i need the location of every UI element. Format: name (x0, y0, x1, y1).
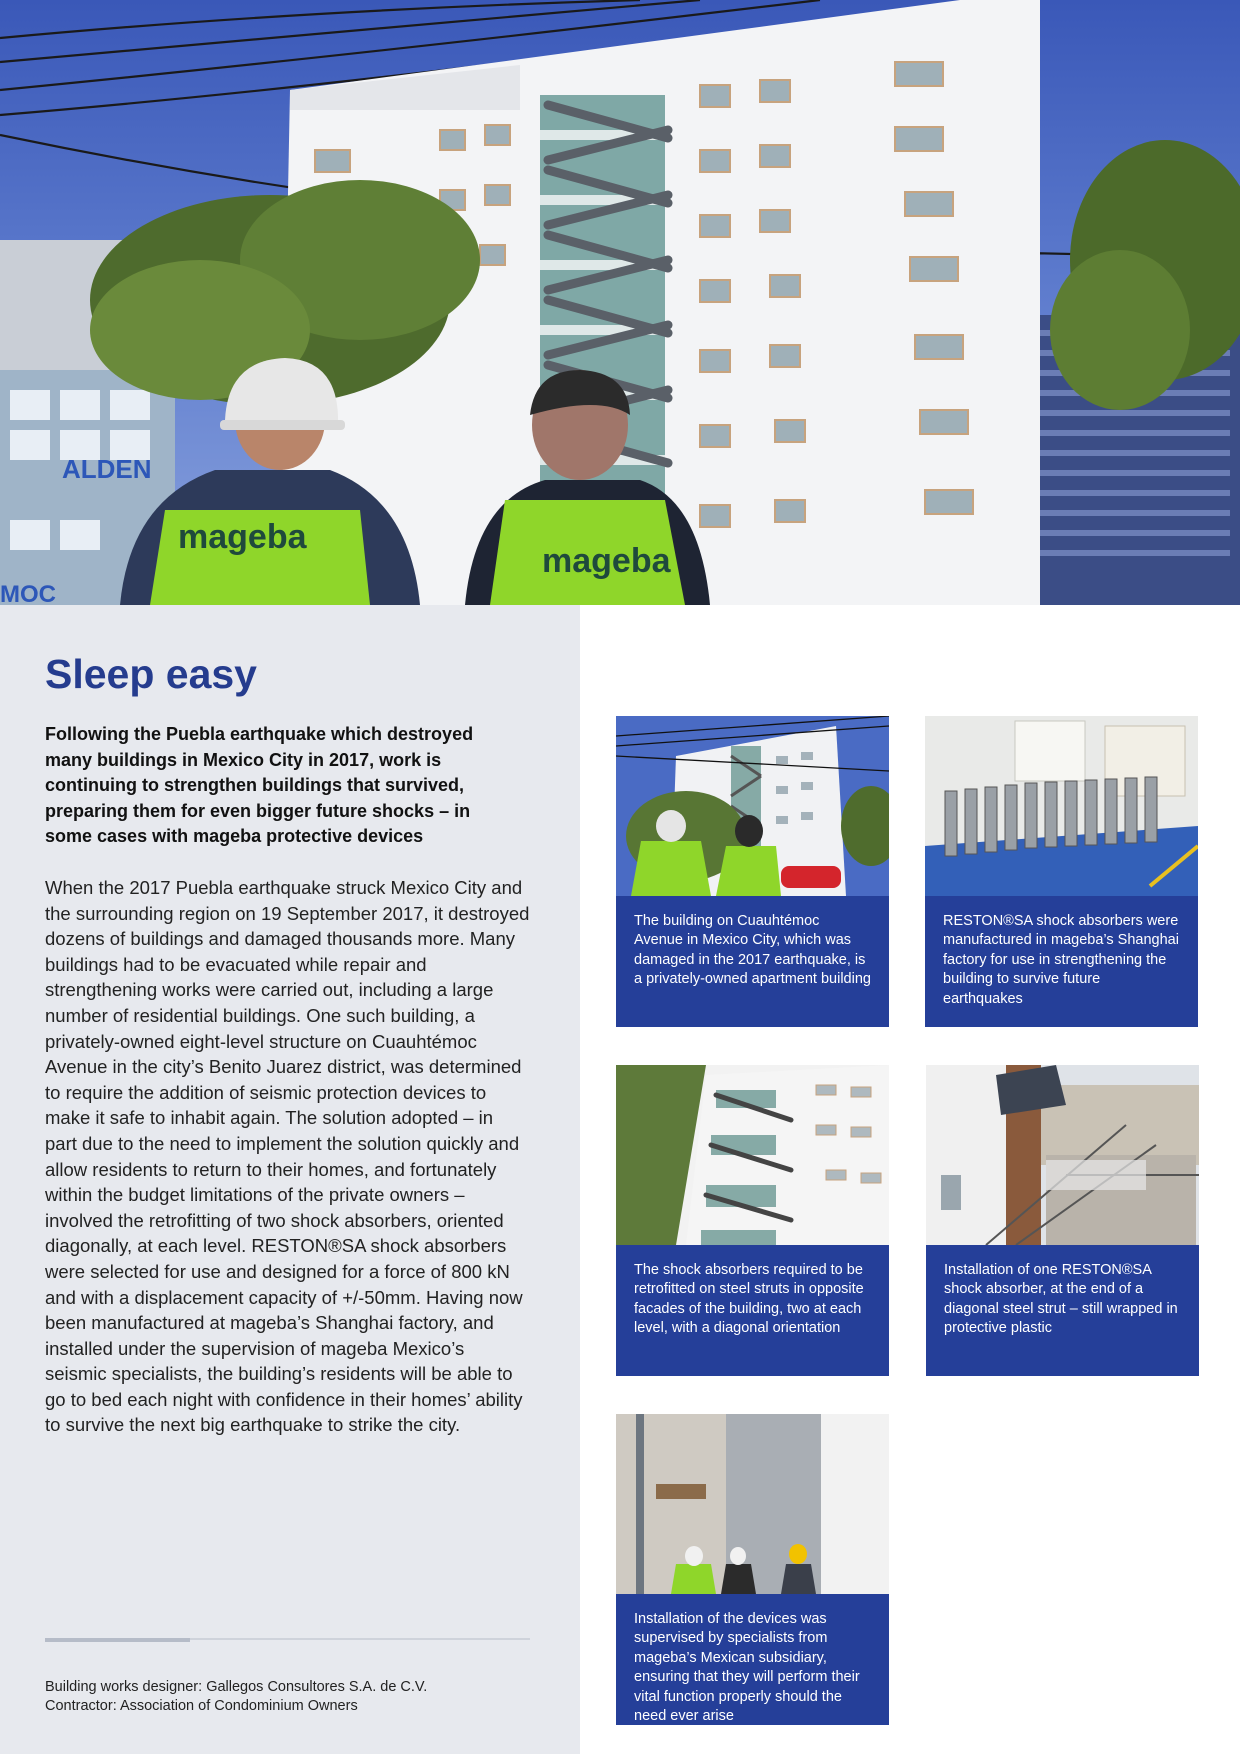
vest-logo-right: mageba (542, 542, 671, 580)
hero-building-illustration (0, 0, 1240, 605)
supervision-photo (616, 1414, 889, 1594)
photo-card-supervision (616, 1414, 889, 1725)
photo-card-factory (925, 716, 1198, 1027)
building-photo (616, 716, 889, 896)
hero-photo (0, 0, 1240, 605)
caption-building: The building on Cuauhtémoc Avenue in Mexico City, which was damaged in the 2017 earthquake, is a privately-owned apartment building (616, 896, 889, 1027)
page-title: Sleep easy (45, 651, 257, 697)
photo-card-struts (616, 1065, 889, 1376)
installation-photo (926, 1065, 1199, 1245)
factory-photo (925, 716, 1198, 896)
credits (45, 1678, 545, 1716)
sign-moc: MOC (0, 581, 56, 605)
photo-card-building (616, 716, 889, 1027)
caption-supervision: Installation of the devices was supervised by specialists from mageba’s Mexican subsidiary, ensuring that they will perform their vital function properly should the need ever arise (616, 1594, 889, 1725)
divider (45, 1638, 530, 1640)
photo-card-installation (926, 1065, 1199, 1376)
credit-contractor: Contractor: Association of Condominium Owners (45, 1698, 358, 1714)
caption-factory: RESTON®SA shock absorbers were manufactured in mageba’s Shanghai factory for use in strengthening the building to survive future earthquakes (925, 896, 1198, 1027)
article-body: When the 2017 Puebla earthquake struck Mexico City and the surrounding region on 19 September 2017, it destroyed dozens of buildings and damaged thousands more. Many buildings had to be evacuated while repair and strengthening works were carried out, including a large number of residential buildings. One such building, a privately-owned eight-level structure on Cuauhtémoc Avenue in the city’s Benito Juarez district, was determined to require the addition of seismic protection devices to make it safe to inhabit again. The solution adopted – in part due to the need to implement the solution quickly and allow residents to return to their homes, and fortunately within the budget limitations of the private owners – involved the retrofitting of two shock absorbers, oriented diagonally, at each level. RESTON®SA shock absorbers were selected for use and designed for a force of 800 kN and with a displacement capacity of +/-50mm. Having now been manufactured at mageba’s Shanghai factory, and installed under the supervision of mageba Mexico’s seismic specialists, the building’s residents will be able to go to bed each night with confidence in their homes’ ability to survive the next big earthquake to strike the city. (45, 877, 530, 1436)
sign-alden: ALDEN (62, 454, 152, 484)
struts-photo (616, 1065, 889, 1245)
credit-designer: Building works designer: Gallegos Consultores S.A. de C.V. (45, 1679, 428, 1695)
caption-installation: Installation of one RESTON®SA shock absorber, at the end of a diagonal steel strut – still wrapped in protective plastic (926, 1245, 1199, 1376)
article-lead: Following the Puebla earthquake which destroyed many buildings in Mexico City in 2017, work is continuing to strengthen buildings that survived, preparing them for even bigger future shocks – in some cases with mageba protective devices (45, 724, 474, 847)
vest-logo-left: mageba (178, 518, 307, 556)
article-panel (0, 605, 580, 1754)
caption-struts: The shock absorbers required to be retrofitted on steel struts in opposite facades of the building, two at each level, with a diagonal orientation (616, 1245, 889, 1376)
